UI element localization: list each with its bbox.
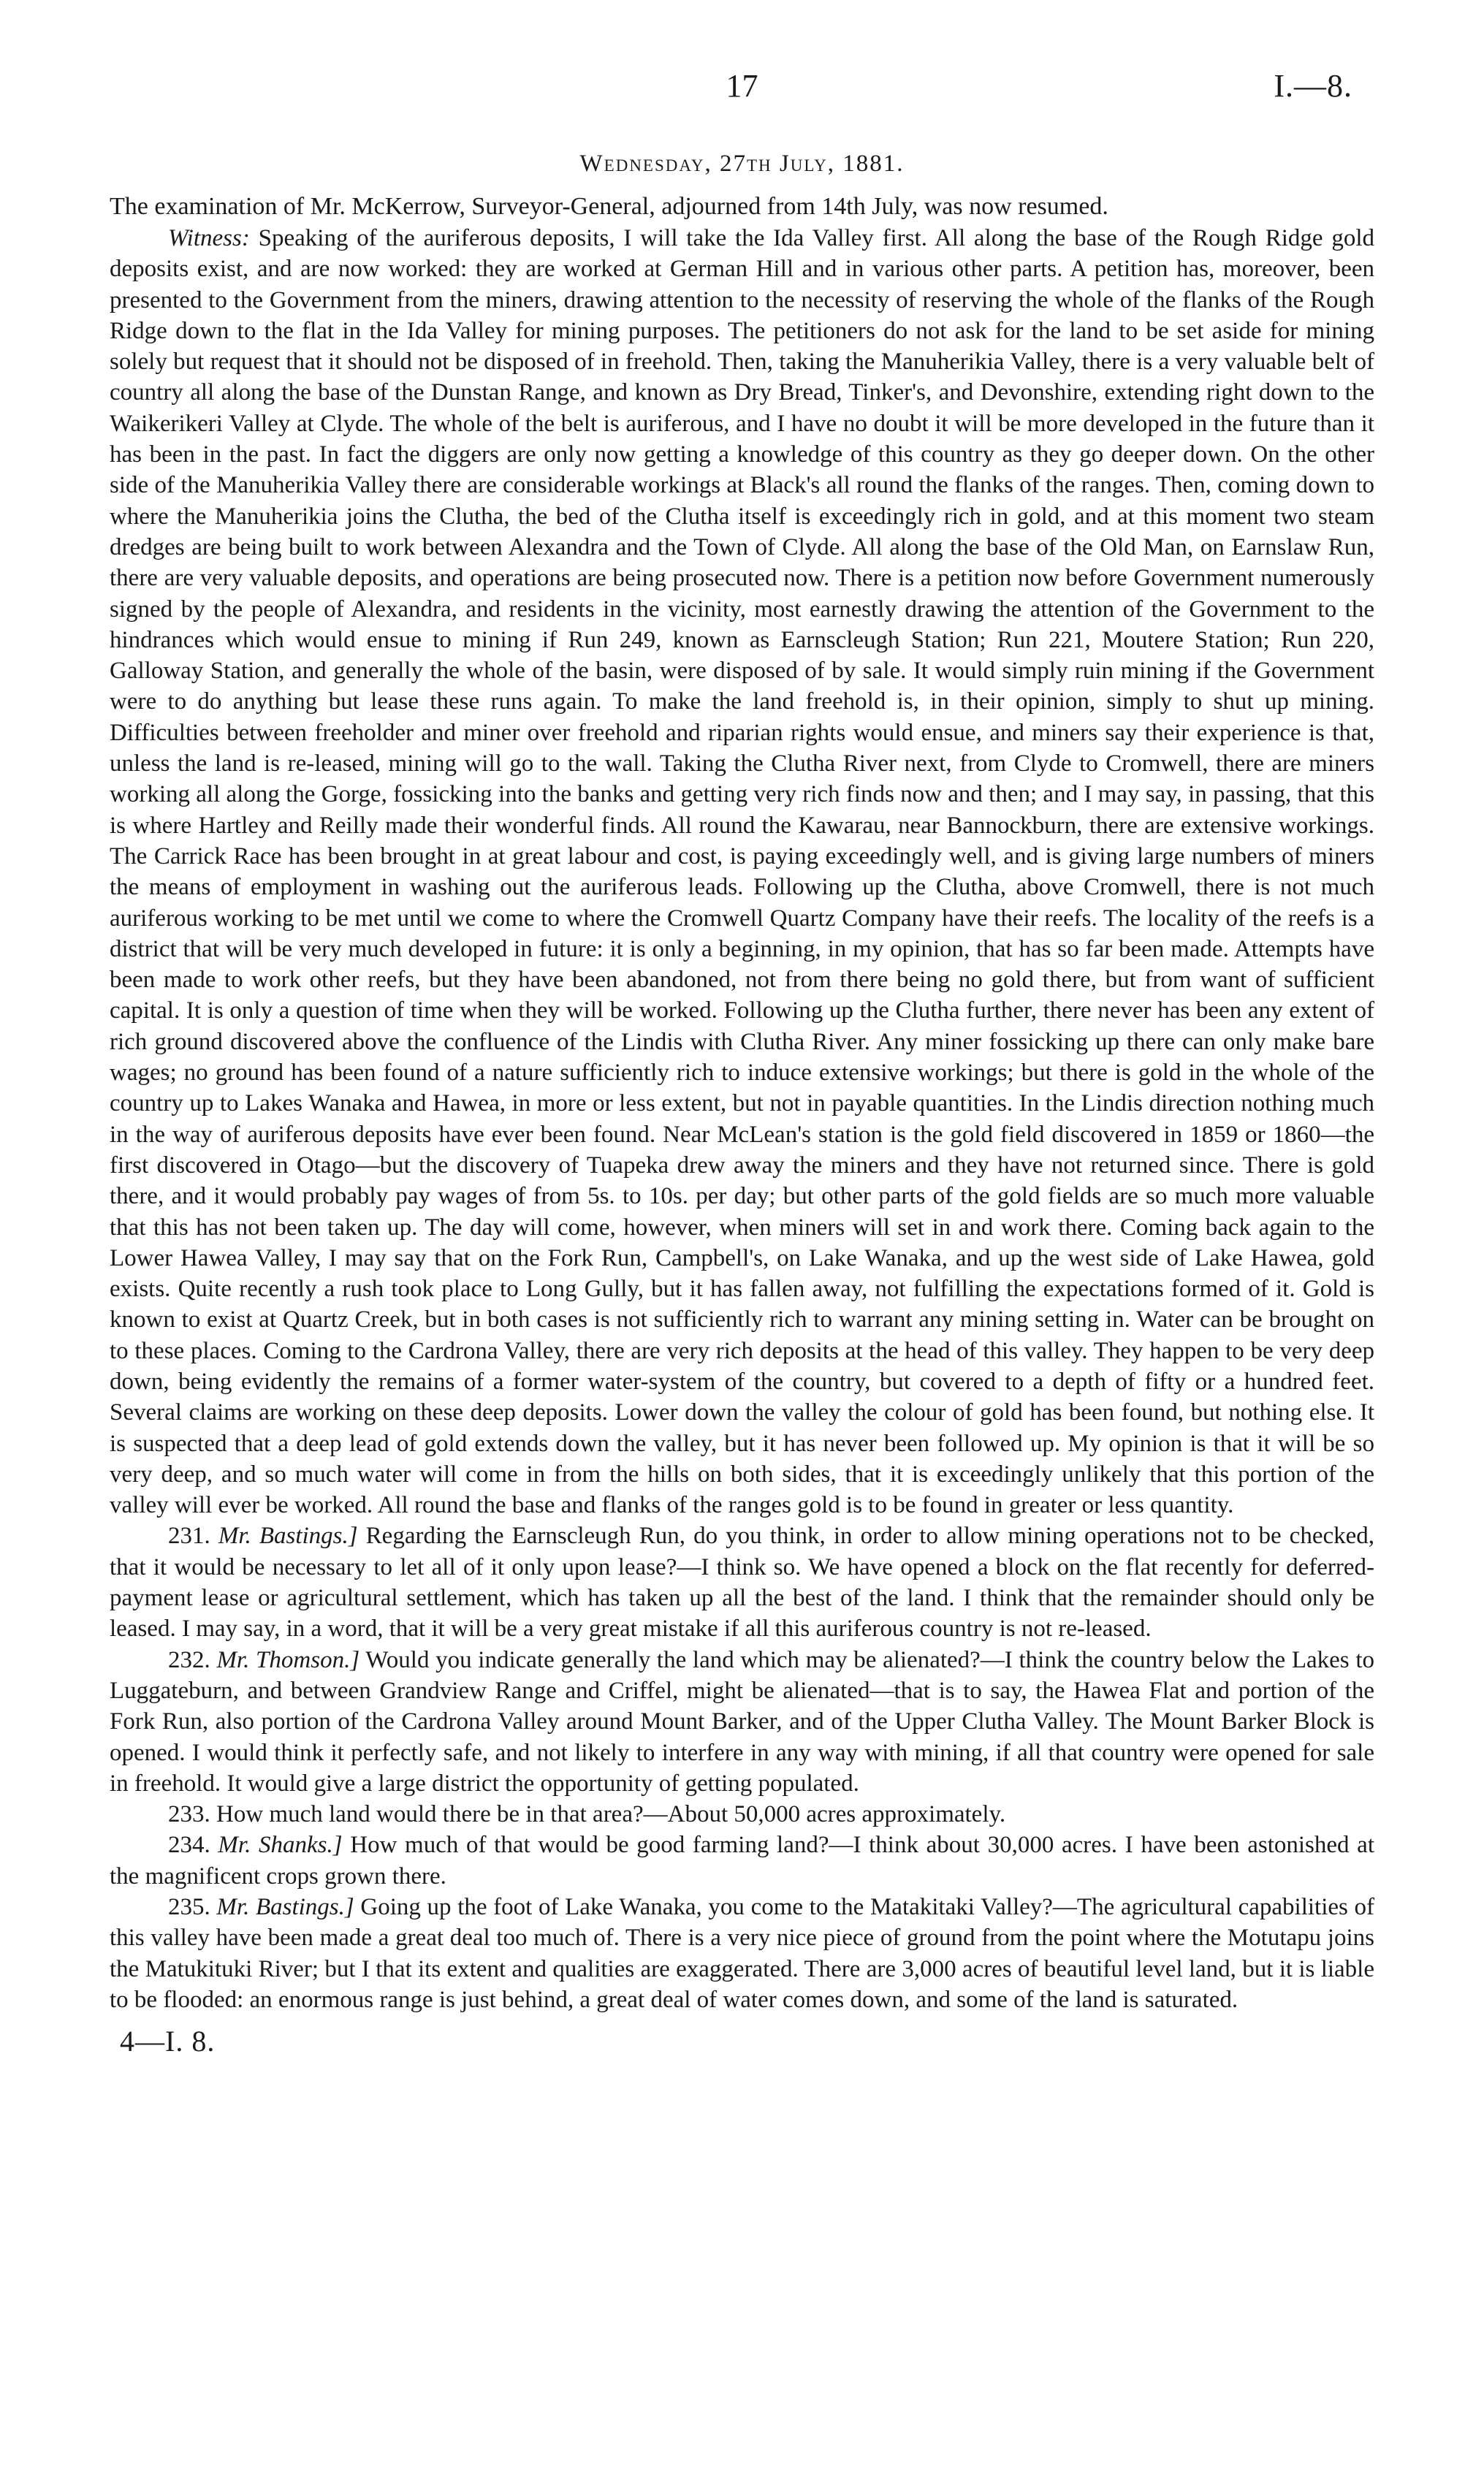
date-heading: Wednesday, 27th July, 1881.	[579, 151, 905, 177]
question-number: 232.	[168, 1646, 210, 1673]
page-number: 17	[726, 68, 758, 104]
question-231	[110, 1521, 1374, 1644]
signature-mark: 4—I. 8.	[120, 2025, 216, 2058]
question-text: Regarding the Earnscleugh Run, do you think, in order to allow mining operations not to be checked, that it would be necessary to let all of it only upon lease?—I think so. We have opened a block on the flat recently for deferred-payment lease or agricultural settlement, which has taken up all the best of the land. I think that the remainder should only be leased. I may say, in a word, that it will be a very great mistake if all this auriferous country is not re-leased.	[110, 1523, 1375, 1643]
witness-label: Witness:	[168, 225, 250, 251]
body-text	[110, 223, 1374, 2015]
question-text: Would you indicate generally the land which may be alienated?—I think the country below the Lakes to Luggateburn, and between Grandview Range and Criffel, might be alienated—that is to say, the Hawea Flat and portion of the Fork Run, also portion of the Cardrona Valley around Mount Barker, and of the Upper Clutha Valley. The Mount Barker Block is opened. I would think it perfectly safe, and not likely to interfere in any way with mining, if all that country were opened for sale in freehold. It would give a large district the opportunity of getting populated.	[110, 1646, 1374, 1797]
intro-paragraph: The examination of Mr. McKerrow, Surveyor-General, adjourned from 14th July, was now resumed.	[110, 193, 1108, 220]
question-text: Going up the foot of Lake Wanaka, you come to the Matakitaki Valley?—The agricultural capabilities of this valley have been made a great deal too much of. There is a very nice piece of ground from the point where the Motutapu joins the Matukituki River; but I that its extent and qualities are exaggerated. There are 3,000 acres of beautiful level land, but it is liable to be flooded: an enormous range is just behind, a great deal of water comes down, and some of the land is saturated.	[110, 1894, 1375, 2013]
question-text: How much of that would be good farming land?—I think about 30,000 acres. I have been astonished at the magnificent crops grown there.	[110, 1832, 1374, 1890]
witness-text: Speaking of the auriferous deposits, I will take the Ida Valley first. All along the base of the Rough Ridge gold deposits exist, and are now worked: they are worked at German Hill and in various other parts. A petition has, moreover, been presented to the Government from the miners, drawing attention to the necessity of reserving the whole of the flanks of the Rough Ridge down to the flat in the Ida Valley for mining purposes. The petitioners do not ask for the land to be set aside for mining solely but request that it should not be disposed of in freehold. Then, taking the Manuherikia Valley, there is a very valuable belt of country all along the base of the Dunstan Range, and known as Dry Bread, Tinker's, and Devonshire, extending right down to the Waikerikeri Valley at Clyde. The whole of the belt is auriferous, and I have no doubt it will be more developed in the future than it has been in the past. In fact the diggers are only now getting a knowledge of this country as they go deeper down. On the other side of the Manuherikia Valley there are considerable workings at Black's all round the flanks of the ranges. Then, coming down to where the Manuherikia joins the Clutha, the bed of the Clutha itself is exceedingly rich in gold, and at this moment two steam dredges are being built to work between Alexandra and the Town of Clyde. All along the base of the Old Man, on Earnslaw Run, there are very valuable deposits, and operations are being prosecuted now. There is a petition now before Government numerously signed by the people of Alexandra, and residents in the vicinity, most earnestly drawing the attention of the Government to the hindrances which would ensue to mining if Run 249, known as Earnscleugh Station; Run 221, Moutere Station; Run 220, Galloway Station, and generally the whole of the basin, were disposed of by sale. It would simply ruin mining if the Government were to do anything but lease these runs again. To make the land freehold is, in their opinion, simply to shut up mining. Difficulties between freeholder and miner over freehold and riparian rights would ensue, and miners say their experience is that, unless the land is re-leased, mining will go to the wall. Taking the Clutha River next, from Clyde to Cromwell, there are miners working all along the Gorge, fossicking into the banks and getting very rich finds now and then; and I may say, in passing, that this is where Hartley and Reilly made their wonderful finds. All round the Kawarau, near Bannockburn, there are extensive workings. The Carrick Race has been brought in at great labour and cost, is paying exceedingly well, and is giving large numbers of miners the means of employment in washing out the auriferous leads. Following up the Clutha, above Cromwell, there is not much auriferous working to be met until we come to where the Cromwell Quartz Company have their reefs. The locality of the reefs is a district that will be very much developed in future: it is only a beginning, in my opinion, that has so far been made. Attempts have been made to work other reefs, but they have been abandoned, not from there being no gold there, but from want of sufficient capital. It is only a question of time when they will be worked. Following up the Clutha further, there never has been any extent of rich ground discovered above the confluence of the Lindis with Clutha River. Any miner fossicking up there can only make bare wages; no ground has been found of a nature sufficiently rich to induce extensive workings; but there is gold in the whole of the country up to Lakes Wanaka and Hawea, in more or less extent, but not in payable quantities. In the Lindis direction nothing much in the way of auriferous deposits have ever been found. Near McLean's station is the gold field discovered in 1859 or 1860—the first discovered in Otago—but the discovery of Tuapeka drew away the miners and they have not returned since. There is gold there, and it would probably pay wages of from 5s. to 10s. per day; but other parts of the gold fields are so much more valuable that this has not been taken up. The day will come, however, when miners will set in and work there. Coming back again to the Lower Hawea Valley, I may say that on the Fork Run, Campbell's, on Lake Wanaka, and up the west side of Lake Hawea, gold exists. Quite recently a rush took place to Long Gully, but it has fallen away, not fulfilling the expectations formed of it. Gold is known to exist at Quartz Creek, but in both cases is not sufficiently rich to warrant any mining setting in. Water can be brought on to these places. Coming to the Cardrona Valley, there are very rich deposits at the head of this valley. They happen to be very deep down, being evidently the remains of a former water-system of the country, but covered to a depth of fifty or a hundred feet. Several claims are working on these deep deposits. Lower down the valley the colour of gold has been found, but nothing else. It is suspected that a deep lead of gold extends down the valley, but it has never been followed up. My opinion is that it will be so very deep, and so much water will come in from the hills on both sides, that it is exceedingly unlikely that this portion of the valley will ever be worked. All round the base and flanks of the ranges gold is to be found in greater or less quantity.	[110, 225, 1375, 1519]
question-speaker: Mr. Shanks.]	[218, 1832, 343, 1859]
document-reference: I.—8.	[1274, 68, 1352, 104]
question-speaker: Mr. Bastings.]	[216, 1894, 354, 1921]
page-header	[110, 67, 1374, 118]
question-speaker: Mr. Bastings.]	[218, 1523, 358, 1550]
question-number: 231.	[168, 1523, 210, 1550]
question-233	[110, 1799, 1374, 1830]
question-speaker: Mr. Thomson.]	[216, 1646, 360, 1673]
question-text: How much land would there be in that area?—About 50,000 acres approximately.	[216, 1801, 1006, 1828]
question-number: 234.	[168, 1832, 210, 1859]
question-234	[110, 1830, 1374, 1892]
question-number: 233.	[168, 1801, 210, 1828]
witness-paragraph	[110, 223, 1374, 1521]
question-235	[110, 1892, 1374, 2015]
question-number: 235.	[168, 1894, 210, 1921]
question-232	[110, 1645, 1374, 1799]
